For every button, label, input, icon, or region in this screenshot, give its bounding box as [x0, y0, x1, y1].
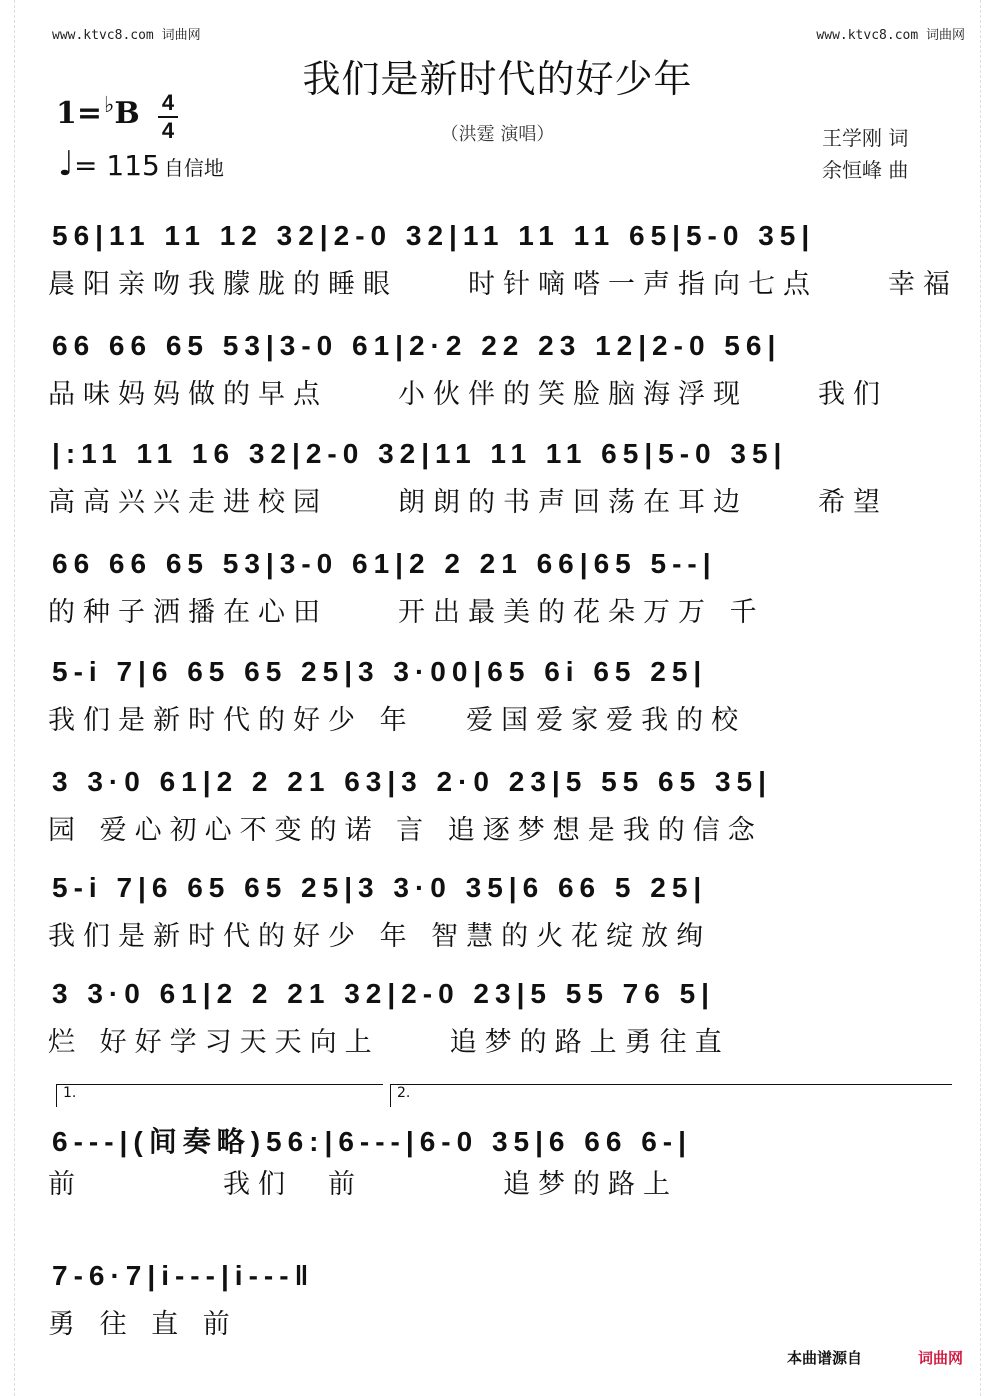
second-ending: 2. — [390, 1084, 952, 1107]
notation-line — [48, 968, 948, 1020]
expression-mark: 自信地 — [163, 156, 224, 180]
singer-credit: （洪霆 演唱） — [440, 124, 555, 145]
lyrics-line: 我们是新时代的好少 年 爱国爱家爱我的校 — [48, 705, 747, 736]
key-note: B — [114, 96, 140, 131]
notation-line — [48, 646, 948, 698]
notation-line — [48, 1250, 948, 1302]
notation-text: 56|11 11 12 32|2-0 32|11 11 11 65|5-0 35| — [52, 220, 816, 251]
notation-text: 6---|(间奏略)56:|6---|6-0 35|6 66 6-| — [52, 1126, 692, 1157]
left-margin-watermark — [0, 0, 15, 1396]
notation-line — [48, 320, 948, 372]
lyrics-line: 的种子洒播在心田 开出最美的花朵万万 千 — [48, 597, 765, 628]
lyricist-credit: 王学刚 词 — [822, 126, 909, 150]
time-top: 4 — [161, 90, 175, 115]
notation-line — [48, 1110, 948, 1162]
quarter-note-icon: ♩ — [58, 144, 75, 184]
notation-text: 66 66 65 53|3-0 61|2 2 21 66|65 5--| — [52, 548, 717, 579]
source-footer — [787, 1347, 963, 1368]
notation-text: 3 3·0 61|2 2 21 32|2-0 23|5 55 76 5| — [52, 978, 716, 1009]
score-row — [48, 646, 948, 746]
score-row — [48, 320, 948, 420]
lyrics-line: 晨阳亲吻我朦胧的睡眼 时针嘀嗒一声指向七点 幸福 — [48, 269, 958, 300]
score-row — [48, 968, 948, 1068]
lyrics-line: 勇 往 直 前 — [48, 1309, 238, 1340]
site-url-left: www.ktvc8.com 词曲网 — [52, 28, 201, 43]
lyrics-line: 烂 好好学习天天向上 追梦的路上勇往直 — [48, 1027, 730, 1058]
notation-line — [48, 428, 948, 480]
notation-text: 5-i 7|6 65 65 25|3 3·0 35|6 66 5 25| — [52, 872, 708, 903]
song-title: 我们是新时代的好少年 — [302, 57, 693, 101]
score-row — [48, 428, 948, 528]
score-row — [48, 538, 948, 638]
lyrics-line: 我们是新时代的好少 年 智慧的火花绽放绚 — [48, 921, 712, 952]
lyrics-line: 高高兴兴走进校园 朗朗的书声回荡在耳边 希望 — [48, 487, 888, 518]
score-row — [48, 1250, 948, 1350]
lyrics-line: 品味妈妈做的早点 小伙伴的笑脸脑海浮现 我们 — [48, 379, 888, 410]
right-margin-watermark — [980, 0, 995, 1396]
key-label: 1= — [56, 96, 103, 131]
notation-line — [48, 862, 948, 914]
composer-credit: 余恒峰 曲 — [822, 158, 909, 182]
score-row — [48, 862, 948, 962]
flat-sign: ♭ — [104, 92, 115, 118]
notation-line — [48, 210, 948, 262]
notation-line — [48, 756, 948, 808]
first-ending: 1. — [56, 1084, 383, 1107]
site-url-right: www.ktvc8.com 词曲网 — [816, 28, 965, 43]
notation-text: |:11 11 16 32|2-0 32|11 11 11 65|5-0 35| — [52, 438, 788, 469]
lyrics-line: 前 我们 前 追梦的路上 — [48, 1169, 678, 1200]
lyrics-line: 园 爱心初心不变的诺 言 追逐梦想是我的信念 — [48, 815, 763, 846]
score-row — [48, 756, 948, 856]
source-label: 本曲谱源自 — [786, 1349, 862, 1367]
notation-text: 7-6·7|i---|i---‖ — [52, 1260, 315, 1291]
notation-text: 3 3·0 61|2 2 21 63|3 2·0 23|5 55 65 35| — [52, 766, 772, 797]
notation-line — [48, 538, 948, 590]
score-row — [48, 210, 958, 310]
notation-text: 5-i 7|6 65 65 25|3 3·00|65 6i 65 25| — [52, 656, 708, 687]
brand-logo: 词曲网 — [917, 1349, 963, 1367]
tempo-value: = 115 — [74, 149, 160, 182]
tempo-marking — [58, 144, 224, 184]
time-bottom: 4 — [161, 118, 175, 143]
score-row — [48, 1110, 948, 1210]
notation-text: 66 66 65 53|3-0 61|2·2 22 23 12|2-0 56| — [52, 330, 782, 361]
